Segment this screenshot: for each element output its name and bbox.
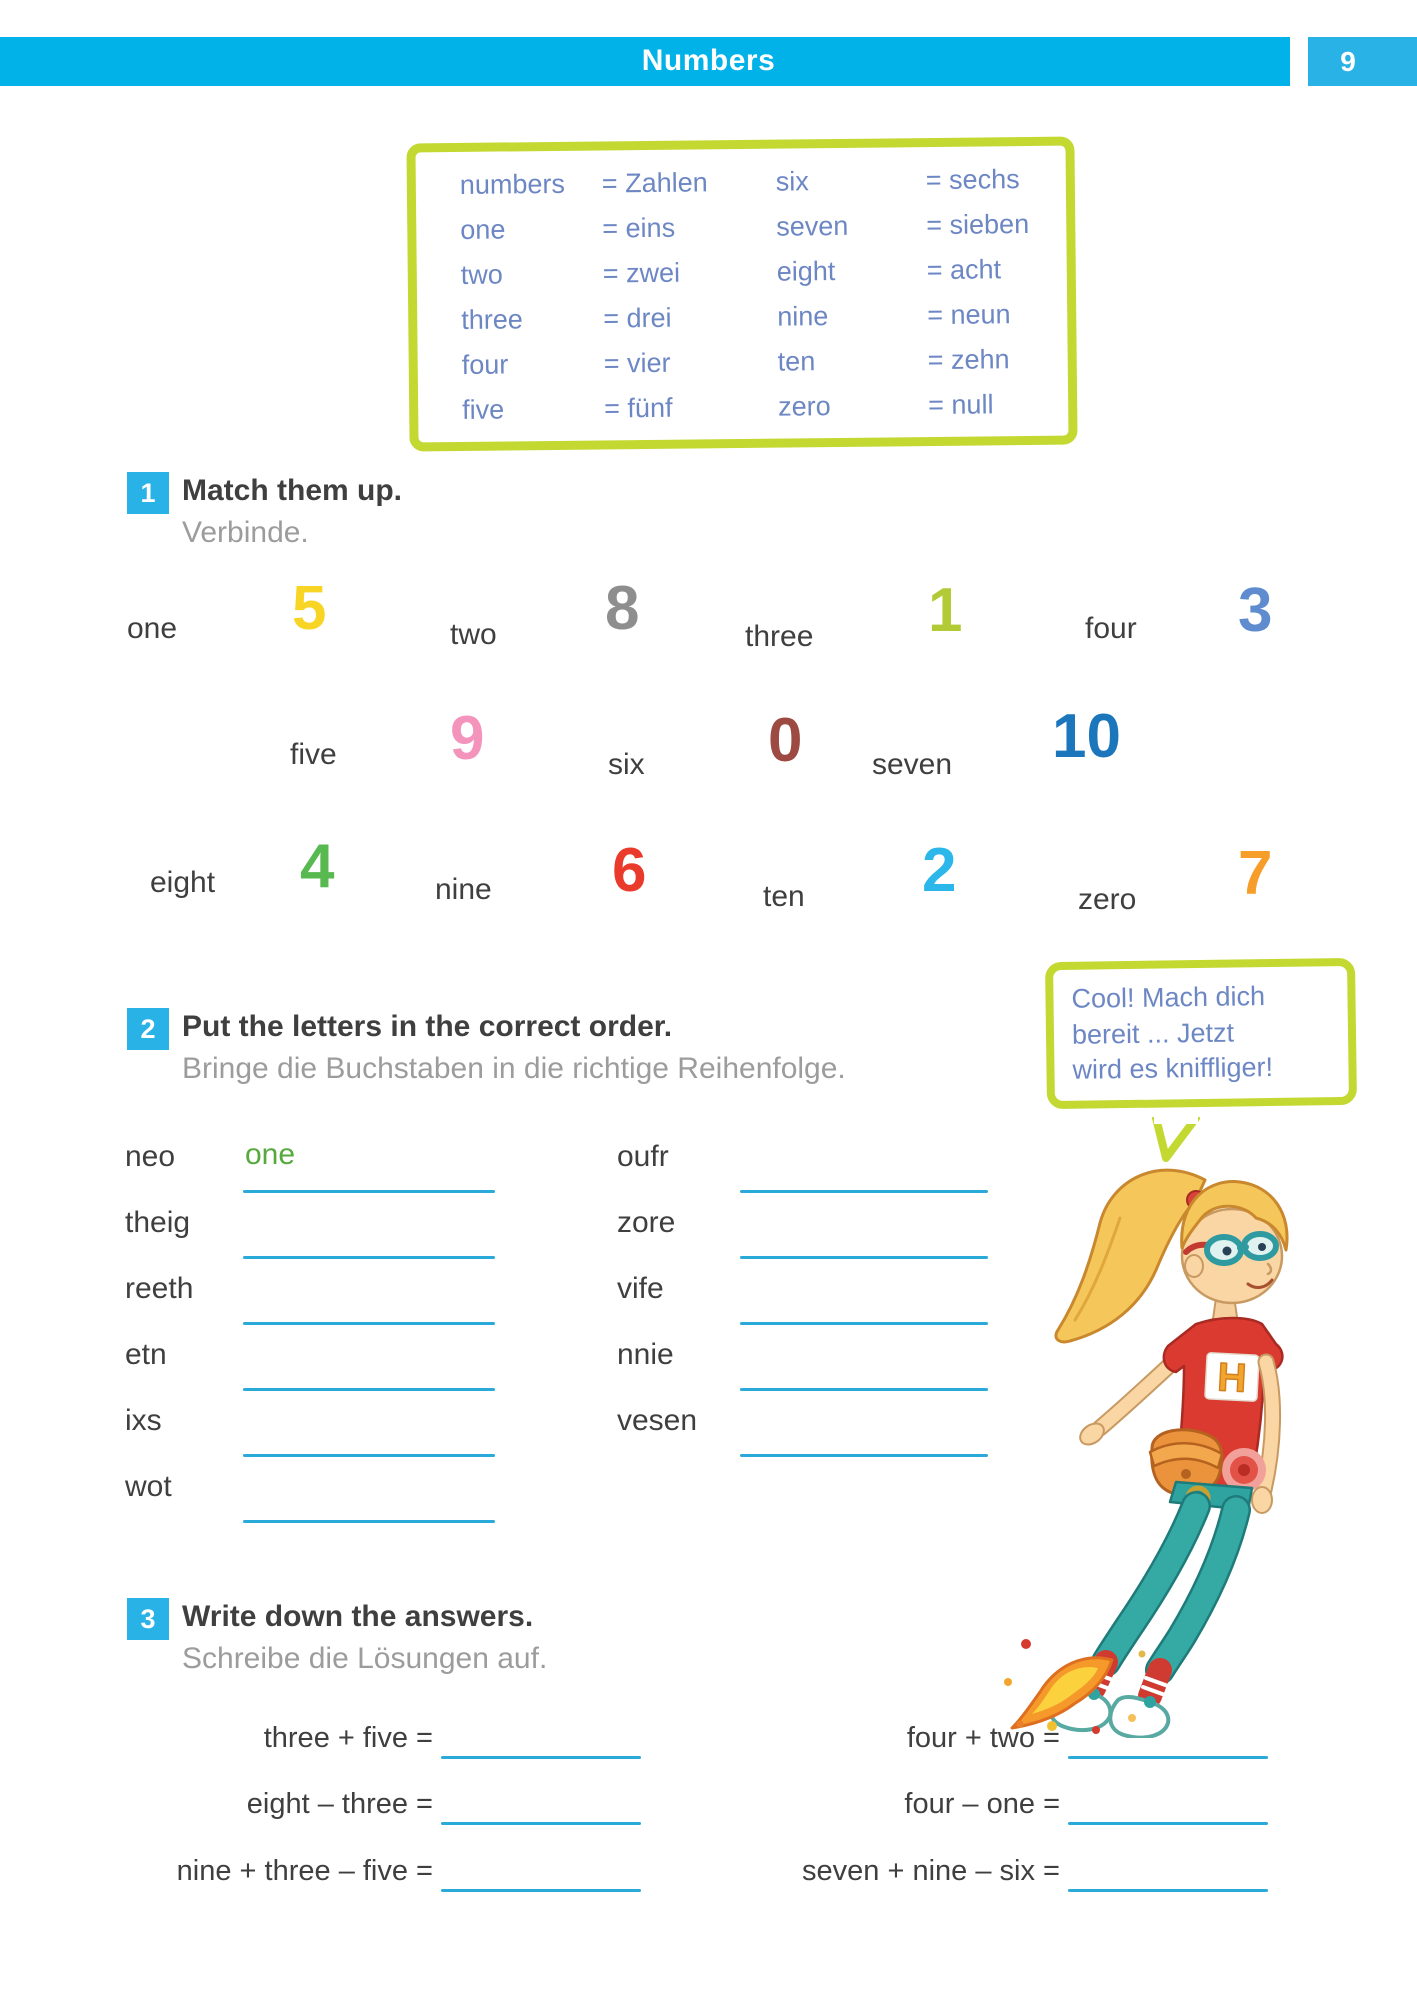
page-number: 9 <box>1340 46 1356 77</box>
answer-line[interactable] <box>441 1756 641 1759</box>
answer-line[interactable] <box>441 1822 641 1825</box>
match-digit[interactable]: 5 <box>292 574 327 643</box>
vocab-de: = neun <box>927 299 1011 331</box>
vocab-en: nine <box>777 301 829 332</box>
vocab-en: six <box>775 166 809 197</box>
vocab-en: five <box>462 394 505 425</box>
math-problem: nine + three – five = <box>176 1855 433 1887</box>
vocab-row <box>416 209 1066 261</box>
math-problem: three + five = <box>263 1722 433 1754</box>
scrambled-word: neo <box>125 1140 176 1173</box>
exercise2-subtitle: Bringe die Buchstaben in die richtige Reihenfolge. <box>182 1052 846 1085</box>
vocab-de: = fünf <box>604 392 673 424</box>
speech-bubble <box>1045 958 1357 1109</box>
answer-line[interactable] <box>441 1889 641 1892</box>
answer-line[interactable] <box>243 1322 495 1325</box>
answer-line[interactable] <box>243 1520 495 1523</box>
vocabulary-box <box>406 137 1077 452</box>
exercise2-title: Put the letters in the correct order. <box>182 1010 673 1043</box>
vocab-de: = zehn <box>927 344 1010 376</box>
match-word[interactable]: ten <box>763 880 805 913</box>
speech-line: wird es kniffliger! <box>1072 1052 1274 1086</box>
match-word[interactable]: eight <box>150 866 216 899</box>
vocab-de: = sieben <box>926 208 1030 241</box>
math-problem: four – one = <box>904 1788 1060 1820</box>
answer-line[interactable] <box>740 1256 988 1259</box>
answer-line[interactable] <box>1068 1889 1268 1892</box>
exercise3-badge: 3 <box>127 1598 169 1640</box>
match-digit[interactable]: 2 <box>922 836 957 905</box>
match-word[interactable]: one <box>127 612 178 645</box>
page-title: Numbers <box>641 44 776 77</box>
scrambled-word: etn <box>125 1338 167 1371</box>
math-problem: four + two = <box>906 1722 1060 1754</box>
match-word[interactable]: six <box>608 748 645 781</box>
exercise1-subtitle: Verbinde. <box>182 516 309 549</box>
vocab-de: = Zahlen <box>601 167 708 199</box>
math-problem: eight – three = <box>246 1788 433 1820</box>
match-digit[interactable]: 3 <box>1238 576 1273 645</box>
vocab-de: = acht <box>926 254 1002 286</box>
scrambled-word: vife <box>617 1272 664 1305</box>
match-digit[interactable]: 7 <box>1238 839 1273 908</box>
exercise1-title: Match them up. <box>182 474 403 507</box>
match-digit[interactable]: 4 <box>300 832 335 901</box>
answer-line[interactable] <box>243 1256 495 1259</box>
scrambled-word: wot <box>125 1470 172 1503</box>
vocab-de: = sechs <box>925 164 1020 196</box>
vocab-de: = eins <box>602 212 676 244</box>
answer-line[interactable] <box>740 1322 988 1325</box>
match-word[interactable]: seven <box>872 748 953 781</box>
speech-line: Cool! Mach dich <box>1071 981 1266 1014</box>
exercise3-title: Write down the answers. <box>182 1600 534 1633</box>
scrambled-word: reeth <box>125 1272 194 1305</box>
vocab-en: seven <box>776 210 849 242</box>
answer-line[interactable] <box>740 1190 988 1193</box>
scrambled-word: theig <box>125 1206 191 1239</box>
vocab-row <box>417 299 1067 351</box>
vocab-en: four <box>461 349 509 380</box>
girl-illustration <box>1000 1138 1360 1738</box>
vocab-en: three <box>461 304 523 335</box>
vocab-row <box>416 164 1066 216</box>
vocab-de: = drei <box>603 302 672 334</box>
match-digit[interactable]: 6 <box>612 836 647 905</box>
exercise2-badge: 2 <box>127 1008 169 1050</box>
exercise3-subtitle: Schreibe die Lösungen auf. <box>182 1642 548 1675</box>
answer-line[interactable] <box>740 1388 988 1391</box>
match-word[interactable]: two <box>450 618 497 651</box>
answer-line[interactable] <box>243 1190 495 1193</box>
match-word[interactable]: four <box>1085 612 1137 645</box>
match-digit[interactable]: 1 <box>928 576 963 645</box>
math-problem: seven + nine – six = <box>802 1855 1060 1887</box>
exercise1-badge: 1 <box>127 472 169 514</box>
answer-line[interactable] <box>243 1388 495 1391</box>
answer-text[interactable]: one <box>245 1138 296 1171</box>
vocab-de: = zwei <box>602 257 681 289</box>
answer-line[interactable] <box>1068 1756 1268 1759</box>
shirt-letter: H <box>1216 1355 1248 1401</box>
vocab-row <box>418 389 1068 441</box>
speech-line: bereit ... Jetzt <box>1071 1017 1235 1050</box>
match-digit[interactable]: 10 <box>1052 702 1121 771</box>
match-word[interactable]: three <box>745 620 814 653</box>
match-digit[interactable]: 0 <box>768 706 803 775</box>
vocab-row <box>418 344 1068 396</box>
scrambled-word: vesen <box>617 1404 698 1437</box>
answer-line[interactable] <box>1068 1822 1268 1825</box>
vocab-de: = vier <box>603 347 671 379</box>
scrambled-word: oufr <box>617 1140 669 1173</box>
vocab-de: = null <box>928 389 994 421</box>
scrambled-word: nnie <box>617 1338 674 1371</box>
answer-line[interactable] <box>243 1454 495 1457</box>
vocab-en: zero <box>778 391 831 422</box>
vocab-en: two <box>460 259 503 290</box>
vocab-en: numbers <box>459 168 566 200</box>
match-word[interactable]: five <box>290 738 337 771</box>
match-digit[interactable]: 8 <box>605 574 640 643</box>
vocab-en: ten <box>777 346 816 377</box>
match-word[interactable]: zero <box>1078 883 1137 916</box>
answer-line[interactable] <box>740 1454 988 1457</box>
match-digit[interactable]: 9 <box>450 704 485 773</box>
match-word[interactable]: nine <box>435 873 492 906</box>
scrambled-word: zore <box>617 1206 676 1239</box>
vocab-en: one <box>460 214 506 245</box>
vocab-en: eight <box>776 256 836 287</box>
vocab-row <box>417 254 1067 306</box>
scrambled-word: ixs <box>125 1404 162 1437</box>
